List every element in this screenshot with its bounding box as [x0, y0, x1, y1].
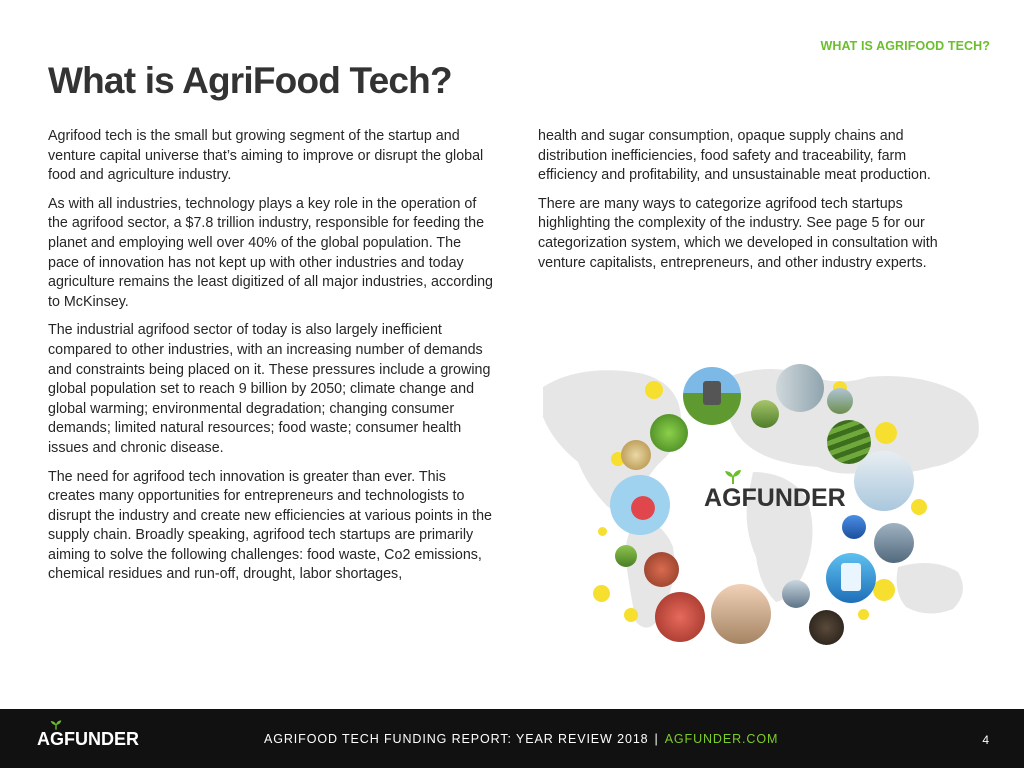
agrifood-collage [538, 347, 988, 662]
agfunder-logo: AGFUNDER [704, 484, 846, 513]
photo-food-plate [644, 552, 679, 587]
accent-dot [873, 579, 895, 601]
footer-bar [0, 709, 1024, 768]
body-paragraph: As with all industries, technology plays a key role in the operation of the agrifood sector, a $7.8 trillion industry, responsible for feeding the planet and employing well over 40% of the global population. The pace of innovation has not kept up with other industries and today agriculture remains the least digitized of all major industries, according to McKinsey. [48, 195, 494, 310]
body-paragraph: health and sugar consumption, opaque supply chains and distribution inefficiencies, food safety and traceability, farm efficiency and profitability, and unsustainable meat production. [538, 128, 931, 184]
photo-kids-eating [711, 584, 771, 644]
photo-cultured-meat [610, 475, 670, 535]
photo-factory [874, 523, 914, 563]
page-number: 4 [982, 733, 989, 747]
accent-dot [858, 609, 869, 620]
sprout-icon [724, 470, 742, 484]
right-column [538, 127, 963, 282]
footer-site-link[interactable]: AGFUNDER.COM [664, 732, 779, 746]
accent-dot [645, 381, 663, 399]
photo-drone-field [751, 400, 779, 428]
photo-tablet-app [826, 553, 876, 603]
footer-report-title [264, 732, 778, 746]
photo-food-box [655, 592, 705, 642]
footer-separator: | [654, 732, 659, 746]
accent-dot [911, 499, 927, 515]
accent-dot [593, 585, 610, 602]
accent-dot [598, 527, 607, 536]
report-title: AGRIFOOD TECH FUNDING REPORT: YEAR REVIEW 2018 [264, 732, 649, 746]
photo-delivery-truck [782, 580, 810, 608]
body-paragraph: There are many ways to categorize agrifood tech startups highlighting the complexity of the industry. See page 5 for our categorization system, which we developed in consultation with venture capitalists, entrepreneurs, and other industry experts. [538, 195, 938, 271]
photo-pills [621, 440, 651, 470]
left-column [48, 127, 493, 594]
body-paragraph: Agrifood tech is the small but growing segment of the startup and venture capital universe that’s aiming to improve or disrupt the global food and agriculture industry. [48, 128, 484, 184]
photo-blue-cube [842, 515, 866, 539]
photo-plant-leaf [650, 414, 688, 452]
photo-vertical-farm [776, 364, 824, 412]
accent-dot [624, 608, 638, 622]
accent-dot [875, 422, 897, 444]
section-label: WHAT IS AGRIFOOD TECH? [820, 39, 990, 53]
body-paragraph: The industrial agrifood sector of today is also largely inefficient compared to other industries, with an increasing number of demands and constraints being placed on it. These pressures include a growing global population set to reach 9 billion by 2050; climate change and global warming; environmental degradation; changing consumer demands; limited natural resources; food waste; consumer health issues and chronic disease. [48, 322, 491, 456]
photo-greenhouse [827, 388, 853, 414]
footer-logo: AGFUNDER [37, 729, 139, 750]
sprout-icon [50, 720, 62, 730]
photo-farm-robot [683, 367, 741, 425]
body-paragraph: The need for agrifood tech innovation is greater than ever. This creates many opportunities for entrepreneurs and technologists to disrupt the industry and create new efficiencies at various points in the supply chain. Broadly speaking, agrifood tech startups are primarily aiming to solve the following challenges: food waste, Co2 emissions, chemical residues and run-off, drought, labor shortages, [48, 468, 492, 583]
photo-lab-scientist [854, 451, 914, 511]
page-title: What is AgriFood Tech? [48, 60, 452, 101]
photo-dark-food [809, 610, 844, 645]
photo-green-box [615, 545, 637, 567]
